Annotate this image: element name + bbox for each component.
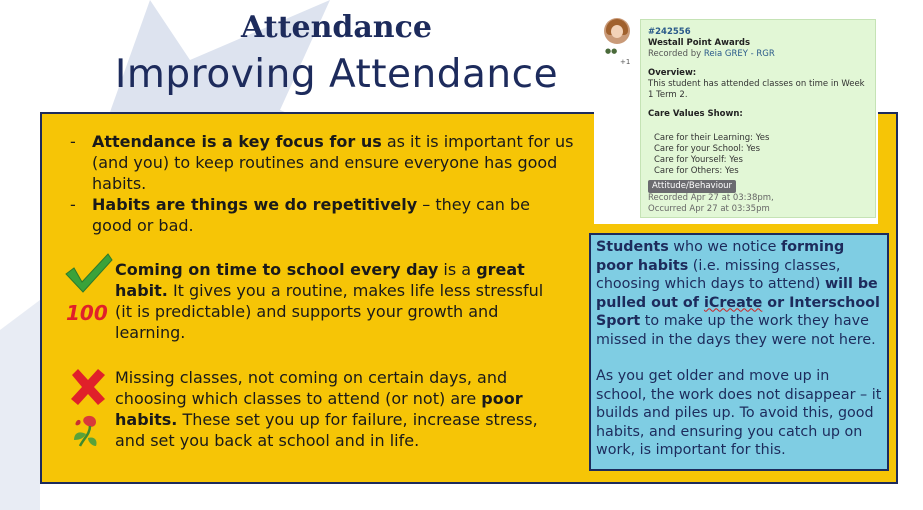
list-item [64, 194, 574, 236]
award-recorded-by [648, 49, 868, 60]
page-subtitle: Improving Attendance [114, 52, 559, 97]
care-values-label: Care Values Shown: [648, 109, 743, 119]
info-text: who we notice [668, 239, 781, 255]
poor-habit-bold: poor habits. [115, 389, 523, 429]
bullet-bold-text: Attendance is a key focus for us [92, 132, 382, 151]
cross-icon [68, 367, 108, 407]
bullet-text: – they can be good or bad. [92, 195, 530, 235]
hundred-icon [66, 301, 108, 331]
info-bold-icreate: iCreate [703, 294, 763, 311]
award-card [640, 19, 876, 218]
bullet-dash: - [70, 132, 76, 151]
good-habit-bold: Coming on time to school every day [115, 260, 439, 279]
list-item [64, 131, 574, 194]
care-values-list [648, 133, 868, 177]
recorded-timestamp: Recorded Apr 27 at 03:38pm, [648, 193, 774, 203]
wilted-rose-icon [68, 412, 108, 452]
recorded-by-link[interactable]: Reia GREY - RGR [703, 49, 775, 59]
info-text: to make up the work they have missed in the days they were not here. [596, 313, 876, 348]
page-title: Attendance [241, 10, 432, 45]
people-icon: ●● [605, 47, 618, 55]
extra-count: +1 [620, 58, 631, 66]
info-text: (i.e. missing classes, choosing which days to attend) [596, 257, 841, 292]
overview-text: This student has attended classes on time in Week 1 Term 2. [648, 79, 865, 100]
poor-habit-text: These set you up for failure, increase stress, and set you back at school and in life. [115, 410, 538, 450]
recorded-by-label: Recorded by [648, 49, 704, 59]
info-bold: or Interschool Sport [596, 294, 880, 329]
good-habit-text: It gives you a routine, makes life less stressful (it is predictable) and supports your growth and learning. [115, 281, 544, 342]
award-id: #242556 [648, 27, 691, 37]
info-bold: Students [596, 239, 669, 255]
key-points-list [64, 131, 574, 236]
avatar [604, 18, 630, 44]
poor-habit-text: Missing classes, not coming on certain days, and choosing which classes to attend (or not) are [115, 368, 508, 408]
info-bold: will be pulled out of [596, 276, 878, 311]
bullet-dash: - [70, 195, 76, 214]
list-item: Care for their Learning: Yes [654, 133, 770, 143]
consequences-info-box [589, 233, 889, 471]
poor-habit-paragraph [115, 367, 545, 451]
award-title: Westall Point Awards [648, 38, 751, 48]
info-paragraph-1 [596, 238, 882, 349]
check-icon [64, 252, 114, 294]
list-item: Care for your School: Yes [654, 144, 761, 154]
info-bold: forming poor habits [596, 239, 845, 274]
hundred-icon-text: 100 [66, 301, 108, 325]
info-paragraph-2: As you get older and move up in school, the work does not disappear – it builds and piles up. To avoid this, good habits, and ensuring you catch up on work, is important for this. [596, 368, 882, 458]
list-item: Care for Others: Yes [654, 166, 739, 176]
good-habit-bold: great habit. [115, 260, 525, 300]
bullet-bold-text: Habits are things we do repetitively [92, 195, 418, 214]
overview-label: Overview: [648, 68, 697, 78]
occurred-timestamp: Occurred Apr 27 at 03:35pm [648, 204, 770, 214]
good-habit-paragraph [115, 259, 545, 343]
list-item: Care for Yourself: Yes [654, 155, 743, 165]
bullet-text: as it is important for us (and you) to keep routines and ensure everyone has good habits. [92, 132, 574, 193]
good-habit-text: is a [438, 260, 477, 279]
category-badge: Attitude/Behaviour [648, 180, 736, 193]
